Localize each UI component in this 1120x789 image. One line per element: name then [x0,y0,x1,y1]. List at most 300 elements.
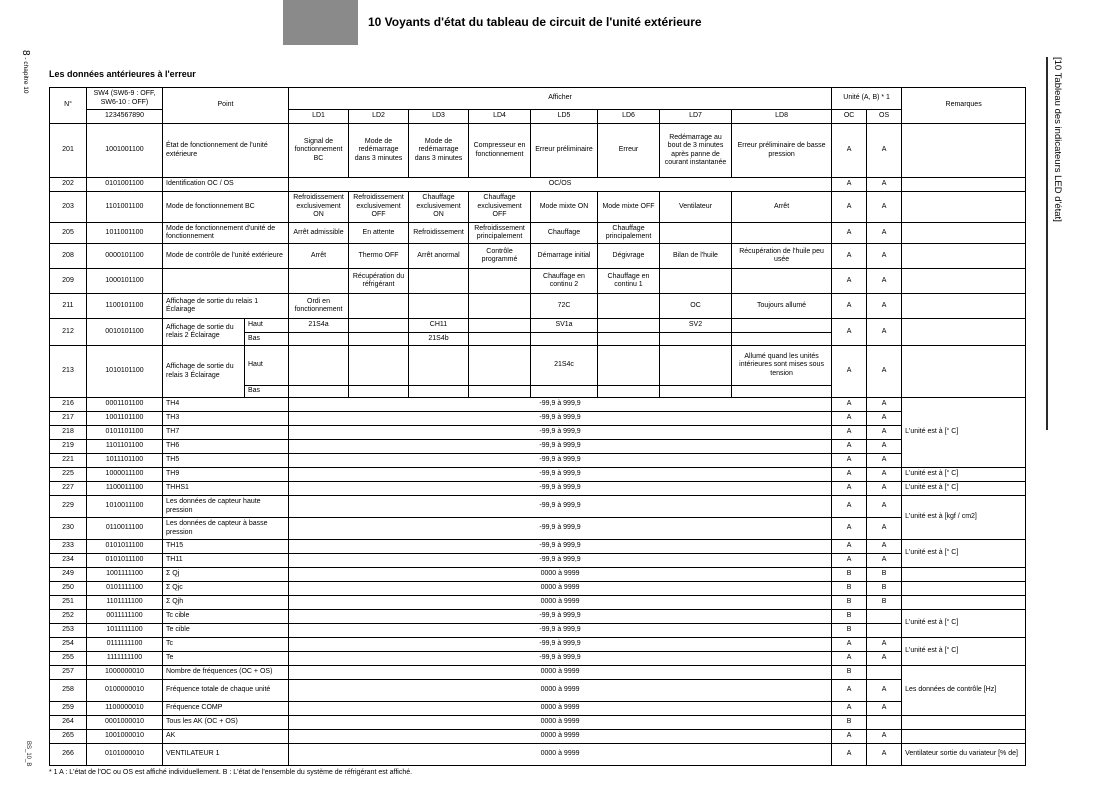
led-cell [349,319,409,333]
unit-oc: A [832,730,867,744]
remark-cell: L'unité est à [kgf / cm2] [902,496,1026,540]
unit-oc: A [832,412,867,426]
point-label: TH11 [163,554,289,568]
unit-oc: A [832,702,867,716]
display-range: -99,9 à 999,9 [289,610,832,624]
page-number-chapter-label [20,50,31,94]
table-row [50,680,1026,702]
point-label: Tous les AK (OC + OS) [163,716,289,730]
unit-oc: B [832,582,867,596]
unit-oc: B [832,716,867,730]
unit-os: A [867,482,902,496]
led-cell [598,319,660,333]
sw4-code: 0101011100 [87,540,163,554]
unit-os: A [867,496,902,518]
unit-os [867,624,902,638]
led-cell: Refroidissement exclusivement ON [289,192,349,223]
unit-oc: A [832,518,867,540]
section-heading: Les données antérieures à l'erreur [49,69,196,79]
display-range: -99,9 à 999,9 [289,624,832,638]
table-row [50,440,1026,454]
remark-cell: L'unité est à [° C] [902,482,1026,496]
table-row [50,652,1026,666]
sw4-label-line2: SW6-10 : OFF) [100,98,149,106]
led-cell: Dégivrage [598,244,660,269]
led-cell: Arrêt [289,244,349,269]
led-cell: Chauffage exclusivement OFF [469,192,531,223]
unit-os: A [867,744,902,766]
unit-os: B [867,568,902,582]
sw4-code: 1000000010 [87,666,163,680]
led-cell: Ventilateur [660,192,732,223]
led-cell: Récupération de l'huile peu usée [732,244,832,269]
led-cell: Compresseur en fonctionnement [469,124,531,178]
point-label: Te cible [163,624,289,638]
remark-cell [902,319,1026,346]
led-cell [732,223,832,244]
sw4-code: 0111111100 [87,638,163,652]
unit-oc: A [832,426,867,440]
table-row [50,638,1026,652]
row-number: 253 [50,624,87,638]
sw4-code: 1000101100 [87,269,163,294]
led-cell: CH11 [409,319,469,333]
table-row [50,666,1026,680]
led-cell: Chauffage en continu 1 [598,269,660,294]
led-cell: 72C [531,294,598,319]
sw4-code: 1010011100 [87,496,163,518]
row-number: 202 [50,178,87,192]
led-cell: Mode mixte ON [531,192,598,223]
unit-oc: A [832,269,867,294]
led-cell: Chauffage exclusivement ON [409,192,469,223]
row-number: 254 [50,638,87,652]
led-status-table [49,87,1026,766]
table-row [50,192,1026,223]
led-cell [469,294,531,319]
unit-oc: A [832,638,867,652]
col-header-remarks: Remarques [902,88,1026,124]
unit-os: B [867,582,902,596]
unit-oc: B [832,666,867,680]
led-cell [469,386,531,398]
display-range: 0000 à 9999 [289,666,832,680]
unit-os: A [867,244,902,269]
remark-cell: L'unité est à [° C] [902,638,1026,666]
col-header-os: OS [867,110,902,124]
point-label: Σ Qj [163,568,289,582]
led-cell [598,333,660,346]
led-cell: Refroidissement [409,223,469,244]
unit-os: A [867,412,902,426]
row-number: 233 [50,540,87,554]
display-range: 0000 à 9999 [289,744,832,766]
led-cell [469,269,531,294]
table-row [50,610,1026,624]
footnote: * 1 A : L'état de l'OC ou OS est affiché individuellement. B : L'état de l'ensemble du système de réfrigérant est affiché. [49,769,413,776]
sub-row-label: Bas [245,333,289,346]
sw4-code: 1011001100 [87,223,163,244]
led-cell: Contrôle programmé [469,244,531,269]
led-cell: Redémarrage au bout de 3 minutes après panne de courant instantanée [660,124,732,178]
row-number: 205 [50,223,87,244]
led-cell [289,333,349,346]
row-number: 257 [50,666,87,680]
remark-cell: Les données de contrôle [Hz] [902,666,1026,716]
point-label: Σ Qjh [163,596,289,610]
row-number: 264 [50,716,87,730]
unit-os: A [867,346,902,398]
sw4-code: 1101101100 [87,440,163,454]
led-cell: En attente [349,223,409,244]
point-label: État de fonctionnement de l'unité extérieure [163,124,289,178]
unit-os: A [867,468,902,482]
row-number: 221 [50,454,87,468]
sw4-code: 1001001100 [87,124,163,178]
table-row [50,319,1026,333]
row-number: 203 [50,192,87,223]
doc-code-label: BS_10_B [25,741,31,767]
table-row [50,294,1026,319]
row-number: 219 [50,440,87,454]
led-cell [409,386,469,398]
point-label: TH7 [163,426,289,440]
display-range: 0000 à 9999 [289,568,832,582]
unit-oc: B [832,610,867,624]
unit-oc: A [832,178,867,192]
led-cell: Arrêt [732,192,832,223]
led-cell [660,269,732,294]
sw4-code: 0101000010 [87,744,163,766]
chapter-label: - chapitre 10 [22,57,29,94]
led-cell [349,294,409,319]
led-cell [732,269,832,294]
remark-cell: L'unité est à [° C] [902,540,1026,568]
table-row [50,454,1026,468]
sub-row-label: Haut [245,346,289,386]
display-range: -99,9 à 999,9 [289,540,832,554]
display-range: -99,9 à 999,9 [289,398,832,412]
led-cell [289,386,349,398]
table-row [50,730,1026,744]
point-label: Mode de fonctionnement BC [163,192,289,223]
unit-os: A [867,223,902,244]
led-cell: 21S4c [531,346,598,386]
led-cell: OC [660,294,732,319]
row-number: 216 [50,398,87,412]
led-status-table-body [50,124,1026,766]
sw4-code: 1001000010 [87,730,163,744]
sw4-code: 0011111100 [87,610,163,624]
right-margin-label: [10 Tableau des indicateurs LED d'état] [1052,57,1063,222]
remark-cell [902,178,1026,192]
col-header-sw4 [87,88,163,110]
col-header-unit: Unité (A, B) * 1 [832,88,902,110]
row-number: 208 [50,244,87,269]
table-row [50,346,1026,386]
row-number: 217 [50,412,87,426]
display-range: 0000 à 9999 [289,596,832,610]
display-range: 0000 à 9999 [289,582,832,596]
row-number: 201 [50,124,87,178]
led-cell: Mode de redémarrage dans 3 minutes [349,124,409,178]
col-header-ld6: LD6 [598,110,660,124]
row-number: 213 [50,346,87,398]
row-number: 252 [50,610,87,624]
col-header-ld2: LD2 [349,110,409,124]
remark-cell [902,730,1026,744]
unit-oc: A [832,468,867,482]
remark-cell [902,244,1026,269]
table-row [50,716,1026,730]
unit-os: A [867,680,902,702]
unit-os: A [867,294,902,319]
display-range: 0000 à 9999 [289,680,832,702]
unit-oc: A [832,440,867,454]
table-row [50,468,1026,482]
row-number: 251 [50,596,87,610]
row-number: 259 [50,702,87,716]
unit-os: A [867,652,902,666]
led-cell: Toujours allumé [732,294,832,319]
remark-cell: L'unité est à [° C] [902,610,1026,638]
led-cell [732,386,832,398]
col-header-ld3: LD3 [409,110,469,124]
table-row [50,398,1026,412]
led-cell: Chauffage principalement [598,223,660,244]
sw4-code: 0101001100 [87,178,163,192]
remark-cell [902,294,1026,319]
row-number: 255 [50,652,87,666]
sw4-code: 0110011100 [87,518,163,540]
led-cell [598,386,660,398]
table-row [50,426,1026,440]
sw4-code: 1001111100 [87,568,163,582]
unit-oc: A [832,346,867,398]
point-label: AK [163,730,289,744]
row-number: 209 [50,269,87,294]
point-label: Tc [163,638,289,652]
row-number: 258 [50,680,87,702]
sw4-code: 1111111100 [87,652,163,666]
unit-oc: A [832,652,867,666]
led-cell: Erreur préliminaire de basse pression [732,124,832,178]
table-row [50,744,1026,766]
unit-os: A [867,702,902,716]
table-row [50,540,1026,554]
display-range: -99,9 à 999,9 [289,638,832,652]
led-cell [531,333,598,346]
row-number: 249 [50,568,87,582]
unit-oc: A [832,454,867,468]
remark-cell [902,716,1026,730]
led-cell [598,294,660,319]
col-header-oc: OC [832,110,867,124]
table-row [50,518,1026,540]
point-label: Fréquence totale de chaque unité [163,680,289,702]
sw4-code: 1100011100 [87,482,163,496]
point-label: Tc cible [163,610,289,624]
display-range: -99,9 à 999,9 [289,482,832,496]
point-label: Affichage de sortie du relais 2 Éclairage [163,319,245,346]
page-title: 10 Voyants d'état du tableau de circuit de l'unité extérieure [368,15,702,29]
col-header-display: Afficher [289,88,832,110]
unit-oc: A [832,744,867,766]
col-header-ld1: LD1 [289,110,349,124]
col-header-sw4-digits: 1234567890 [87,110,163,124]
unit-oc: A [832,244,867,269]
row-number: 218 [50,426,87,440]
unit-oc: A [832,496,867,518]
col-header-ld7: LD7 [660,110,732,124]
row-number: 250 [50,582,87,596]
table-row [50,568,1026,582]
display-range: 0000 à 9999 [289,702,832,716]
led-cell [732,319,832,333]
unit-os: A [867,638,902,652]
display-range: -99,9 à 999,9 [289,426,832,440]
sw4-code: 0101101100 [87,426,163,440]
unit-oc: A [832,294,867,319]
led-cell [349,346,409,386]
led-cell [409,269,469,294]
col-header-ld8: LD8 [732,110,832,124]
led-cell: 21S4a [289,319,349,333]
table-row [50,244,1026,269]
sw4-code: 0100000010 [87,680,163,702]
led-cell: Arrêt admissible [289,223,349,244]
unit-oc: A [832,124,867,178]
page-number: 8 [20,50,31,56]
sw4-label-line1: SW4 (SW6-9 : OFF, [93,90,156,98]
display-range: 0000 à 9999 [289,716,832,730]
unit-os: A [867,540,902,554]
led-cell: Bilan de l'huile [660,244,732,269]
unit-os: A [867,518,902,540]
led-cell: Allumé quand les unités intérieures sont mises sous tension [732,346,832,386]
point-label: Affichage de sortie du relais 1 Éclairage [163,294,289,319]
point-label: Fréquence COMP [163,702,289,716]
sw4-code: 0010101100 [87,319,163,346]
led-cell: Chauffage en continu 2 [531,269,598,294]
sw4-code: 1100000010 [87,702,163,716]
led-cell [469,346,531,386]
point-label: TH4 [163,398,289,412]
led-cell: Erreur préliminaire [531,124,598,178]
table-row [50,223,1026,244]
point-label: Identification OC / OS [163,178,289,192]
remark-cell [902,269,1026,294]
led-cell: Ordi en fonctionnement [289,294,349,319]
led-cell: Thermo OFF [349,244,409,269]
display-range: -99,9 à 999,9 [289,496,832,518]
unit-oc: A [832,482,867,496]
unit-oc: A [832,398,867,412]
table-row [50,124,1026,178]
display-range: -99,9 à 999,9 [289,454,832,468]
logo-placeholder [283,0,358,45]
unit-oc: B [832,596,867,610]
sub-row-label: Bas [245,386,289,398]
led-cell [598,346,660,386]
unit-oc: B [832,624,867,638]
unit-os: A [867,319,902,346]
unit-oc: A [832,319,867,346]
display-range: -99,9 à 999,9 [289,412,832,426]
remark-cell [902,192,1026,223]
unit-os: A [867,178,902,192]
remark-cell: Ventilateur sortie du variateur [% de] [902,744,1026,766]
point-label: TH3 [163,412,289,426]
point-label: TH6 [163,440,289,454]
unit-os: A [867,554,902,568]
remark-cell [902,346,1026,398]
point-label: Te [163,652,289,666]
col-header-point: Point [163,88,289,124]
led-cell: Signal de fonctionnement BC [289,124,349,178]
row-number: 234 [50,554,87,568]
row-number: 229 [50,496,87,518]
led-cell [349,386,409,398]
led-cell [409,294,469,319]
led-cell: Arrêt anormal [409,244,469,269]
unit-oc: A [832,540,867,554]
remark-cell: L'unité est à [° C] [902,468,1026,482]
sw4-code: 0101111100 [87,582,163,596]
point-label: Σ Qjc [163,582,289,596]
unit-os: A [867,426,902,440]
point-label: Nombre de fréquences (OC + OS) [163,666,289,680]
display-range: -99,9 à 999,9 [289,554,832,568]
led-cell [469,319,531,333]
remark-cell [902,124,1026,178]
unit-os: A [867,398,902,412]
unit-os [867,610,902,624]
table-row [50,554,1026,568]
led-cell: Récupération du réfrigérant [349,269,409,294]
led-cell: Démarrage initial [531,244,598,269]
point-label: TH15 [163,540,289,554]
point-label: TH5 [163,454,289,468]
row-number: 227 [50,482,87,496]
unit-os [867,716,902,730]
unit-os: A [867,192,902,223]
display-range: 0000 à 9999 [289,730,832,744]
unit-oc: B [832,568,867,582]
point-label [163,269,289,294]
sw4-code: 1010101100 [87,346,163,398]
sw4-code: 1100101100 [87,294,163,319]
led-cell [409,346,469,386]
led-cell [349,333,409,346]
right-margin-rule [1046,57,1048,430]
led-cell: SV2 [660,319,732,333]
led-cell: Erreur [598,124,660,178]
unit-oc: A [832,223,867,244]
point-label: Affichage de sortie du relais 3 Éclairage [163,346,245,398]
unit-os: A [867,440,902,454]
table-row [50,496,1026,518]
sw4-code: 1011101100 [87,454,163,468]
led-cell [660,333,732,346]
led-cell [660,223,732,244]
led-cell [660,346,732,386]
led-cell: Mode de redémarrage dans 3 minutes [409,124,469,178]
row-number: 230 [50,518,87,540]
led-cell: SV1a [531,319,598,333]
sw4-code: 1101001100 [87,192,163,223]
unit-os: A [867,730,902,744]
